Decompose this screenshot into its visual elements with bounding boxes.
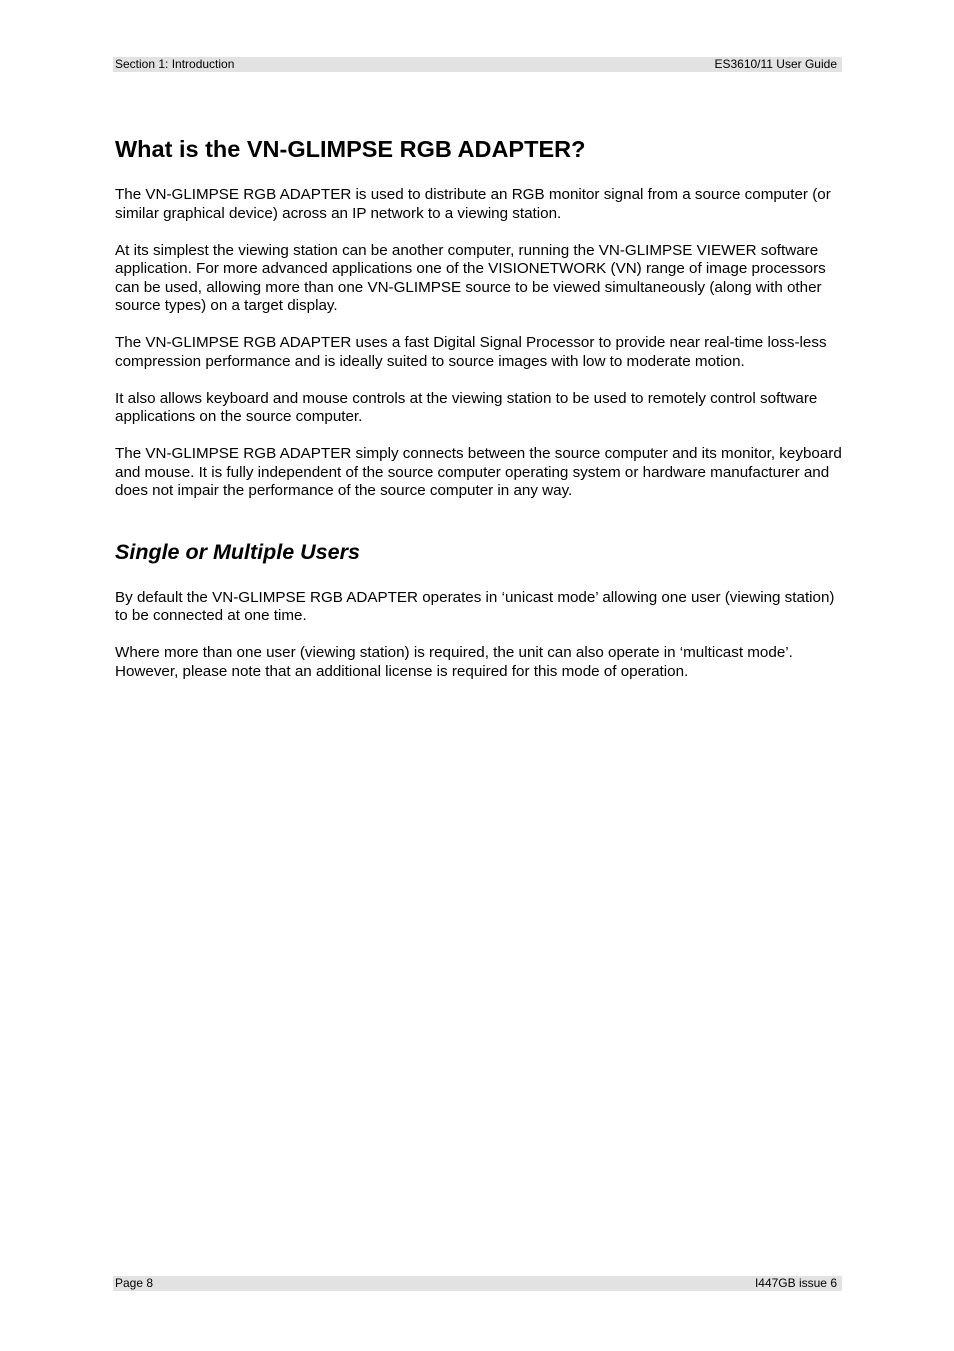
page-header xyxy=(113,57,842,72)
header-section-label: Section 1: Introduction xyxy=(115,57,235,71)
paragraph: The VN-GLIMPSE RGB ADAPTER simply connects between the source computer and its monitor, keyboard and mouse. It is fully independent of the source computer operating system or hardware manufacturer and does not impair the performance of the source computer in any way. xyxy=(115,445,842,499)
section-title-single-multiple-users: Single or Multiple Users xyxy=(115,539,360,564)
paragraph: At its simplest the viewing station can be another computer, running the VN-GLIMPSE VIEWER software application. For more advanced applications one of the VISIONETWORK (VN) range of image processors can be used, allowing more than one VN-GLIMPSE source to be viewed simultaneously (along with other source types) on a target display. xyxy=(115,241,826,314)
section-title-what-is: What is the VN-GLIMPSE RGB ADAPTER? xyxy=(115,136,586,162)
paragraph: It also allows keyboard and mouse controls at the viewing station to be used to remotely control software applications on the source computer. xyxy=(115,389,818,425)
paragraph: The VN-GLIMPSE RGB ADAPTER uses a fast Digital Signal Processor to provide near real-time loss-less compression performance and is ideally suited to source images with low to moderate motion. xyxy=(115,334,827,370)
paragraph: The VN-GLIMPSE RGB ADAPTER is used to distribute an RGB monitor signal from a source computer (or similar graphical device) across an IP network to a viewing station. xyxy=(115,186,831,222)
paragraph: By default the VN-GLIMPSE RGB ADAPTER operates in ‘unicast mode’ allowing one user (viewing station) to be connected at one time. xyxy=(115,588,835,624)
footer-issue-label: I447GB issue 6 xyxy=(754,1276,837,1290)
paragraph: Where more than one user (viewing station) is required, the unit can also operate in ‘multicast mode’. However, please note that an additional license is required for this mode of operation. xyxy=(115,644,793,680)
page-footer xyxy=(113,1276,842,1291)
footer-page-number: Page 8 xyxy=(115,1276,154,1290)
header-document-title: ES3610/11 User Guide xyxy=(714,57,837,71)
page-content xyxy=(115,134,843,700)
